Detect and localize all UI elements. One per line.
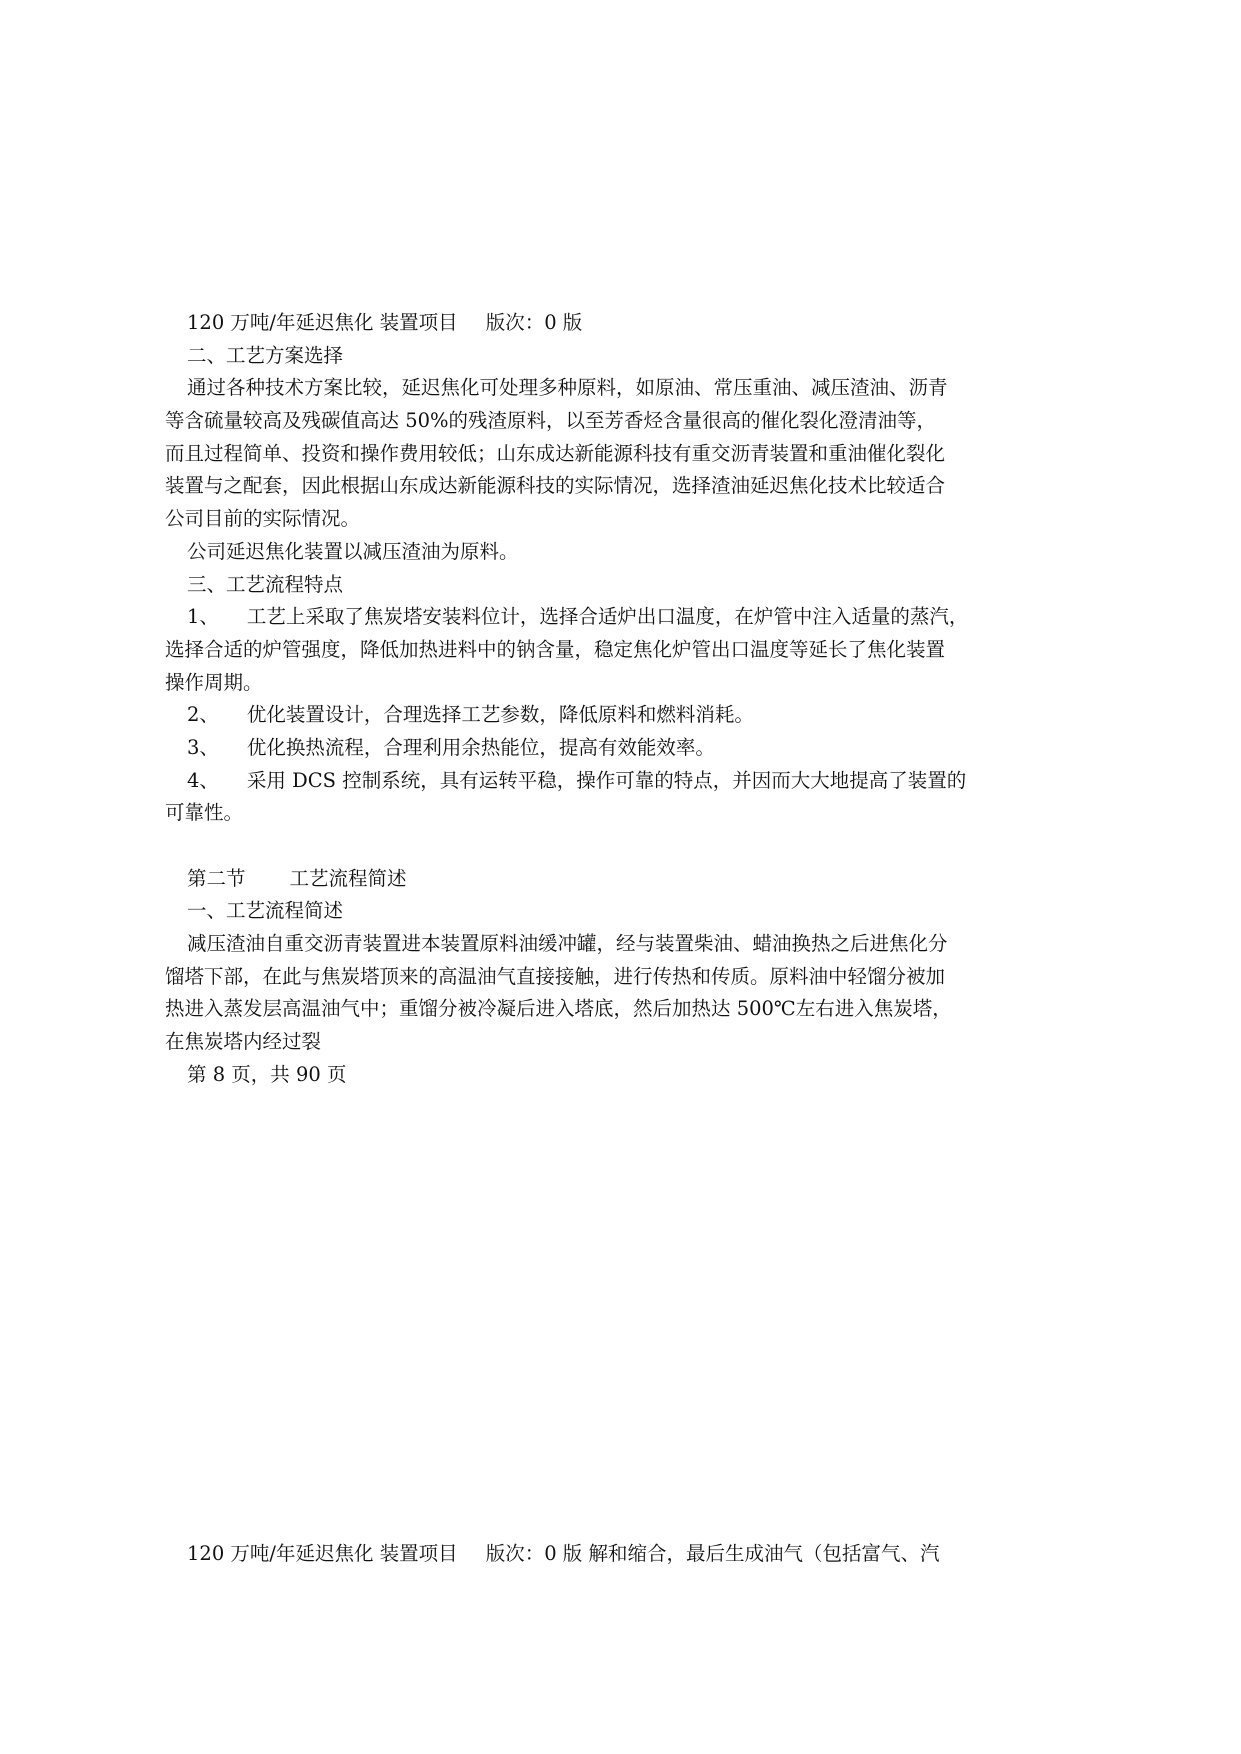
list-item — [187, 699, 1057, 732]
list-item-text: 采用 DCS 控制系统，具有运转平稳，操作可靠的特点，并因而大大地提高了装置的 — [246, 768, 967, 792]
paragraph-line: 在焦炭塔内经过裂 — [165, 1030, 322, 1054]
header-title: 120 万吨/年延迟焦化 装置项目 — [187, 311, 458, 334]
next-page-header — [187, 1538, 1057, 1571]
list-item — [187, 601, 1057, 634]
list-item-number: 1、 — [187, 605, 219, 629]
chapter-number: 第二节 — [187, 866, 246, 890]
list-item-number: 4、 — [187, 768, 219, 792]
paragraph-line: 等含硫量较高及残碳值高达 50%的残渣原料，以至芳香烃含量很高的催化裂化澄清油等， — [165, 409, 937, 433]
paragraph-line: 公司目前的实际情况。 — [165, 507, 361, 531]
list-item-text: 优化装置设计，合理选择工艺参数，降低原料和燃料消耗。 — [246, 703, 754, 727]
paragraph-line: 减压渣油自重交沥青装置进本装置原料油缓冲罐，经与装置柴油、蜡油换热之后进焦化分 — [187, 932, 948, 956]
page-content — [165, 307, 1057, 1092]
list-item-text: 工艺上采取了焦炭塔安装料位计，选择合适炉出口温度，在炉管中注入适量的蒸汽， — [246, 605, 969, 629]
section-heading-process-features: 三、工艺流程特点 — [187, 572, 344, 596]
header-version: 版次：0 版 — [485, 1542, 583, 1565]
list-item-text: 优化换热流程，合理利用余热能位，提高有效能效率。 — [246, 735, 715, 759]
section-heading-process-selection: 二、工艺方案选择 — [187, 343, 344, 367]
list-item-number: 3、 — [187, 735, 219, 759]
page-number: 第 8 页，共 90 页 — [187, 1062, 347, 1086]
paragraph-feedstock: 公司延迟焦化装置以减压渣油为原料。 — [187, 539, 519, 563]
blank-line — [187, 830, 1057, 863]
list-item-number: 2、 — [187, 703, 219, 727]
list-item — [187, 732, 1057, 765]
paragraph-line: 馏塔下部，在此与焦炭塔顶来的高温油气直接接触，进行传热和传质。原料油中轻馏分被加 — [165, 964, 946, 988]
section-heading-process-description: 一、工艺流程简述 — [187, 899, 344, 923]
paragraph-line: 装置与之配套，因此根据山东成达新能源科技的实际情况，选择渣油延迟焦化技术比较适合 — [165, 474, 946, 498]
list-item — [187, 765, 1057, 798]
continuation-text: 解和缩合，最后生成油气（包括富气、汽 — [588, 1542, 940, 1565]
chapter-title: 工艺流程简述 — [289, 866, 407, 890]
header-title: 120 万吨/年延迟焦化 装置项目 — [187, 1542, 458, 1565]
list-item-continuation: 可靠性。 — [165, 801, 244, 825]
header-version: 版次：0 版 — [485, 311, 583, 334]
list-item-continuation: 选择合适的炉管强度，降低加热进料中的钠含量，稳定焦化炉管出口温度等延长了焦化装置 — [165, 637, 946, 661]
paragraph-line: 而且过程简单、投资和操作费用较低；山东成达新能源科技有重交沥青装置和重油催化裂化 — [165, 441, 946, 465]
chapter-heading — [187, 863, 1057, 896]
paragraph-line: 通过各种技术方案比较，延迟焦化可处理多种原料，如原油、常压重油、减压渣油、沥青 — [187, 376, 948, 400]
list-item-continuation: 操作周期。 — [165, 670, 263, 694]
page-header — [187, 307, 1057, 340]
paragraph-line: 热进入蒸发层高温油气中；重馏分被冷凝后进入塔底，然后加热达 500℃左右进入焦炭塔， — [165, 997, 952, 1021]
